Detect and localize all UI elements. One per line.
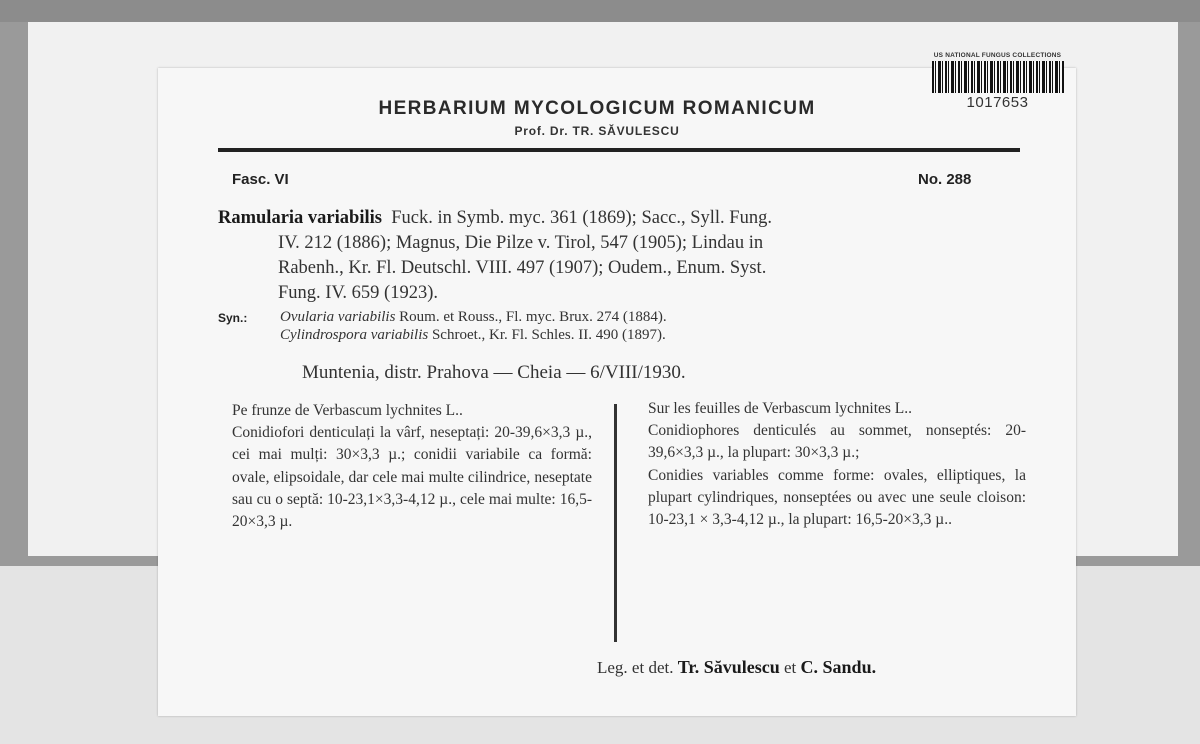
legit-conjunction: et bbox=[784, 658, 797, 677]
description-romanian bbox=[232, 400, 592, 533]
romanian-description: Conidiofori denticulați la vârf, neseptați: 20-39,6×3,3 µ., cei mai mulți: 30×3,3 µ.; conidii variabile ca formă: ovale, elipsoidale, dar cele mai multe cilindrice, neseptate sau cu o septă: 10-23,1×3,3-4,12 µ., cele mai multe: 16,5-20×3,3 µ. bbox=[232, 424, 592, 531]
synonym-1-ref: Roum. et Rouss., Fl. myc. Brux. 274 (1884). bbox=[399, 309, 667, 325]
synonym-2 bbox=[280, 327, 666, 344]
legit-determinavit bbox=[597, 657, 876, 678]
header-rule bbox=[218, 148, 1020, 152]
fascicle-number: Fasc. VI bbox=[232, 171, 289, 188]
collection-locality: Muntenia, distr. Prahova — Cheia — 6/VIII/1930. bbox=[302, 362, 686, 383]
background-top bbox=[0, 0, 1200, 22]
herbarium-title: HERBARIUM MYCOLOGICUM ROMANICUM bbox=[378, 98, 816, 119]
citation-line-2: IV. 212 (1886); Magnus, Die Pilze v. Tirol, 547 (1905); Lindau in bbox=[278, 233, 764, 253]
herbarium-subtitle: Prof. Dr. TR. SĂVULESCU bbox=[514, 124, 680, 138]
synonym-1-name: Ovularia variabilis bbox=[280, 309, 396, 325]
column-divider bbox=[614, 404, 617, 642]
synonym-1 bbox=[280, 309, 667, 326]
barcode-bars bbox=[932, 61, 1064, 93]
french-host: Sur les feuilles de Verbascum lychnites L.. bbox=[648, 400, 913, 417]
taxon-name: Ramularia variabilis bbox=[218, 208, 382, 228]
specimen-number: No. 288 bbox=[918, 171, 972, 188]
collector-1: Tr. Săvulescu bbox=[677, 657, 780, 677]
description-french bbox=[648, 398, 1026, 531]
barcode-number: 1017653 bbox=[966, 94, 1029, 111]
french-conidiophores: Conidiophores denticulés au sommet, nonseptés: 20-39,6×3,3 µ., la plupart: 30×3,3 µ.; bbox=[648, 422, 1026, 462]
citation-line-1 bbox=[218, 206, 772, 231]
barcode-caption: US NATIONAL FUNGUS COLLECTIONS bbox=[933, 52, 1062, 59]
romanian-host: Pe frunze de Verbascum lychnites L.. bbox=[232, 402, 463, 419]
french-conidia: Conidies variables comme forme: ovales, elliptiques, la plupart cylindriques, nonseptées ou avec une seule cloison: 10-23,1 × 3,3-4,12 µ., la plupart: 16,5-20×3,3 µ.. bbox=[648, 466, 1026, 529]
citation-line-3: Rabenh., Kr. Fl. Deutschl. VIII. 497 (1907); Oudem., Enum. Syst. bbox=[278, 258, 767, 278]
legit-prefix: Leg. et det. bbox=[597, 658, 674, 677]
synonym-2-ref: Schroet., Kr. Fl. Schles. II. 490 (1897). bbox=[431, 327, 666, 343]
synonym-2-name: Cylindrospora variabilis bbox=[280, 327, 429, 343]
collector-2: C. Sandu. bbox=[800, 657, 877, 677]
synonyms-label: Syn.: bbox=[218, 311, 248, 325]
citation-line-4: Fung. IV. 659 (1923). bbox=[278, 283, 438, 303]
taxon-citation bbox=[218, 206, 772, 306]
specimen-label bbox=[158, 68, 1076, 716]
citation-text-1: Fuck. in Symb. myc. 361 (1869); Sacc., Syll. Fung. bbox=[391, 208, 772, 228]
